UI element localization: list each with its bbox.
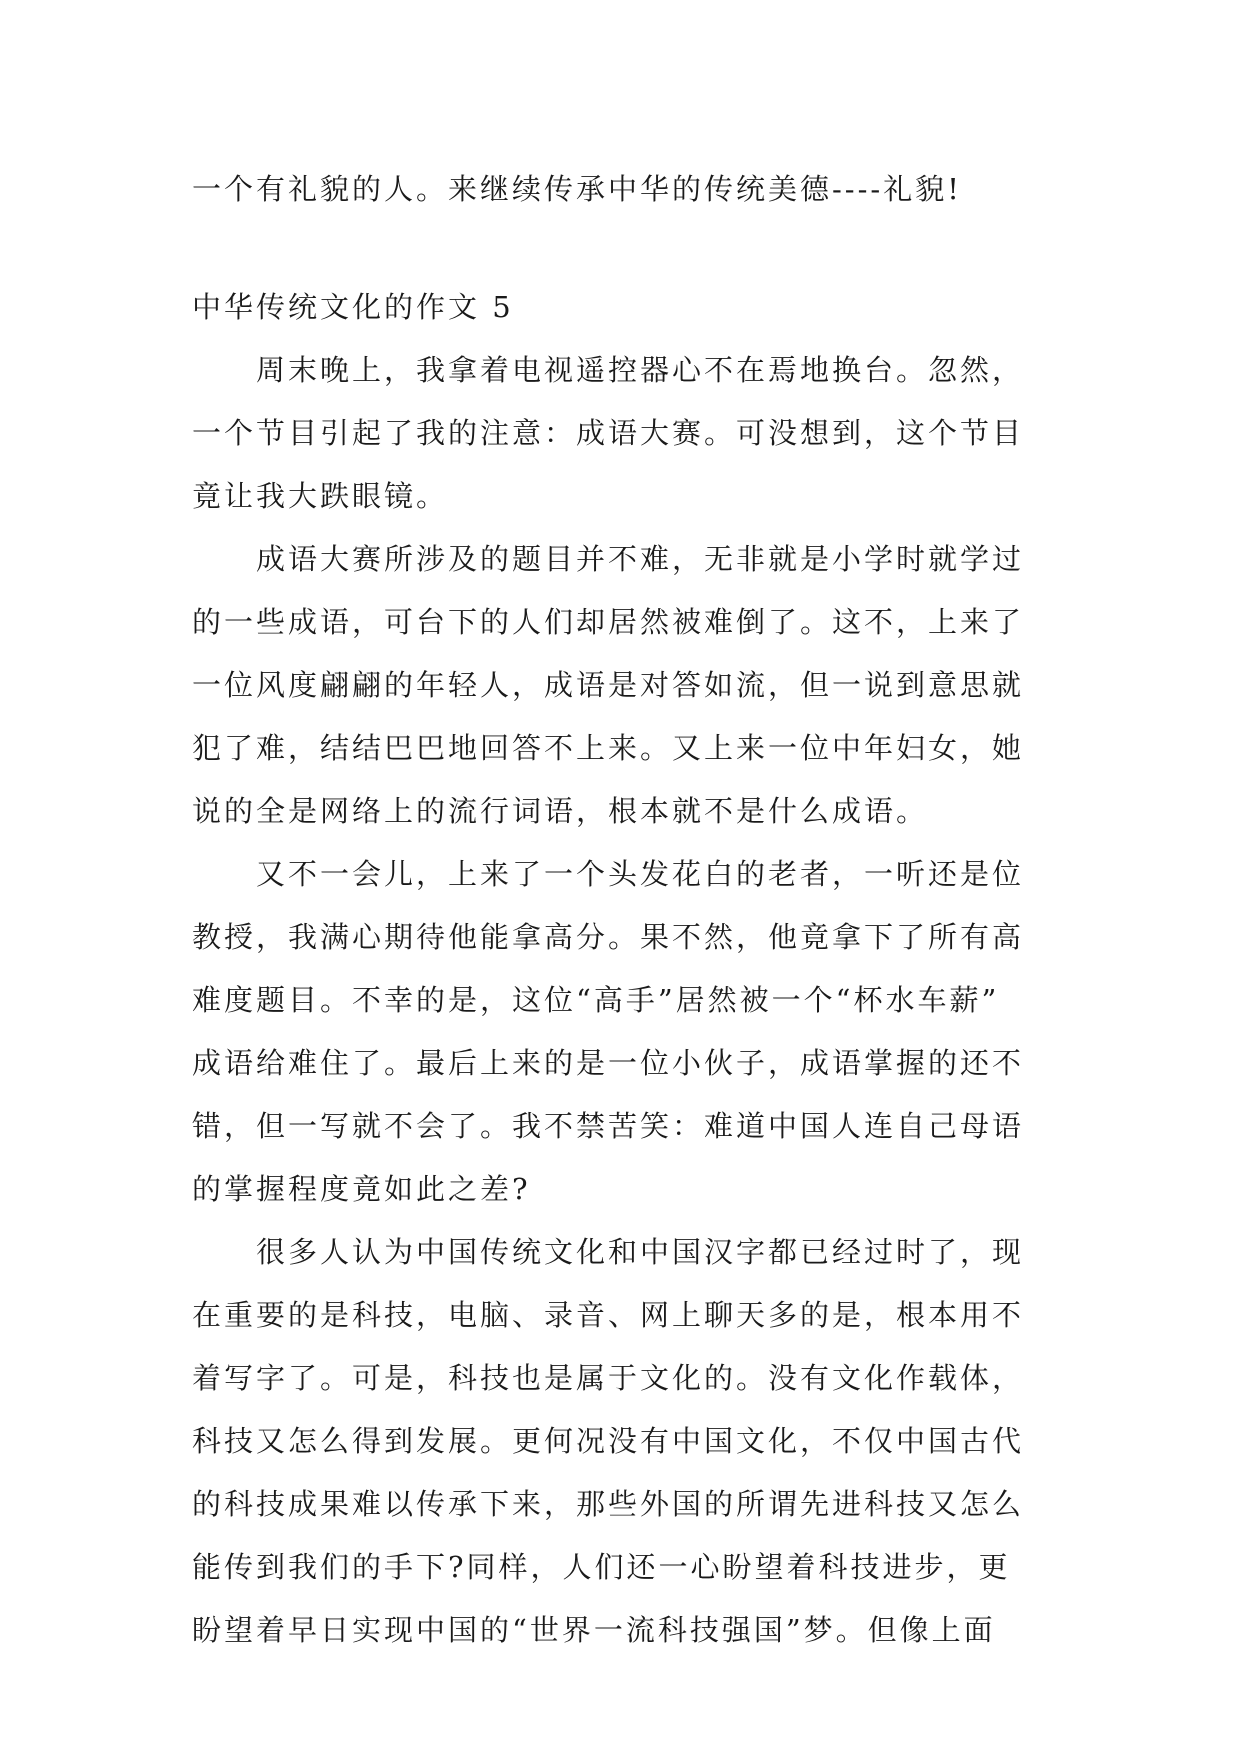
text-line: 成语大赛所涉及的题目并不难，无非就是小学时就学过	[192, 542, 1025, 576]
paragraph	[192, 339, 1052, 528]
text-line: 的科技成果难以传承下来，那些外国的所谓先进科技又怎么	[192, 1487, 1025, 1521]
text-column	[192, 158, 1052, 1662]
text-line: 的一些成语，可台下的人们却居然被难倒了。这不，上来了	[192, 605, 1025, 639]
text-line: 的掌握程度竟如此之差?	[192, 1172, 531, 1206]
text-line: 一位风度翩翩的年轻人，成语是对答如流，但一说到意思就	[192, 668, 1025, 702]
text-line: 说的全是网络上的流行词语，根本就不是什么成语。	[192, 794, 929, 828]
text-line: 竟让我大跌眼镜。	[192, 479, 449, 513]
paragraph	[192, 843, 1052, 1221]
spacer	[192, 221, 1052, 276]
text-line: 又不一会儿，上来了一个头发花白的老者，一听还是位	[192, 857, 1025, 891]
text-line: 在重要的是科技，电脑、录音、网上聊天多的是，根本用不	[192, 1298, 1025, 1332]
section-title: 中华传统文化的作文 5	[192, 290, 514, 324]
text-line: 盼望着早日实现中国的“世界一流科技强国”梦。但像上面	[192, 1613, 996, 1647]
intro-line: 一个有礼貌的人。来继续传承中华的传统美德----礼貌!	[192, 172, 962, 206]
text-line: 很多人认为中国传统文化和中国汉字都已经过时了，现	[192, 1235, 1025, 1269]
text-line: 能传到我们的手下?同样，人们还一心盼望着科技进步，更	[192, 1550, 1011, 1584]
text-line: 着写字了。可是，科技也是属于文化的。没有文化作载体，	[192, 1361, 1025, 1395]
text-line: 成语给难住了。最后上来的是一位小伙子，成语掌握的还不	[192, 1046, 1025, 1080]
paragraph	[192, 1221, 1052, 1662]
text-line: 难度题目。不幸的是，这位“高手”居然被一个“杯水车薪”	[192, 983, 1000, 1017]
text-line: 周末晚上，我拿着电视遥控器心不在焉地换台。忽然，	[192, 353, 1025, 387]
text-line: 犯了难，结结巴巴地回答不上来。又上来一位中年妇女，她	[192, 731, 1025, 765]
text-line: 科技又怎么得到发展。更何况没有中国文化，不仅中国古代	[192, 1424, 1025, 1458]
text-line: 错，但一写就不会了。我不禁苦笑：难道中国人连自己母语	[192, 1109, 1025, 1143]
text-line: 一个节目引起了我的注意：成语大赛。可没想到，这个节目	[192, 416, 1025, 450]
paragraph	[192, 528, 1052, 843]
text-line: 教授，我满心期待他能拿高分。果不然，他竟拿下了所有高	[192, 920, 1025, 954]
